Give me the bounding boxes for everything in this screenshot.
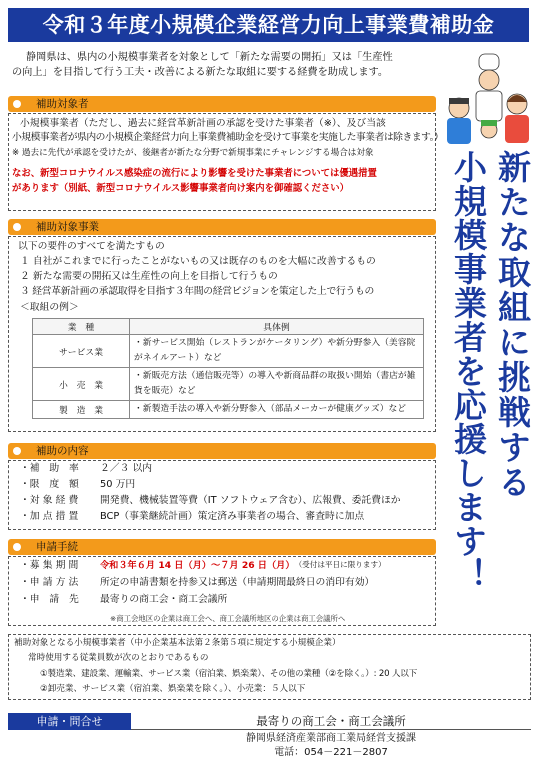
table-header-example: 具体例 (130, 319, 424, 335)
slogan-col-1: 新たな取組に挑戦する (493, 150, 532, 500)
slogan-col-2: 小規模事業者を応援します！ (449, 150, 488, 592)
apply-value: 最寄りの商工会・商工会議所 (100, 594, 228, 605)
bullet-icon (13, 447, 21, 455)
industry-cell: サービス業 (33, 335, 130, 368)
table-row (33, 401, 424, 419)
content-value: 開発費、機械装置等費（IT ソフトウェア含む）、広報費、委託費ほか (100, 495, 401, 506)
content-key: ・対 象 経 費 (20, 495, 79, 506)
content-key: ・限 度 額 (20, 479, 79, 490)
apply-key: ・申 請 方 法 (20, 577, 79, 588)
covid-notice-line-2: があります（別紙、新型コロナウイルス影響事業者向け案内を御確認ください） (12, 183, 349, 194)
section-label-project (8, 219, 436, 235)
section-label-content (8, 443, 436, 459)
intro-text (12, 50, 442, 80)
contact-phone: 電話：054－221－2807 (274, 747, 388, 758)
apply-rows (20, 559, 434, 607)
section-title-target: 補助対象者 (36, 98, 89, 110)
section-title-project: 補助対象事業 (36, 221, 99, 233)
chef-figure (476, 54, 502, 121)
factory-worker-figure (481, 120, 497, 138)
covid-notice-line-1: なお、新型コロナウイルス感染症の流行により影響を受けた事業者については優遇措置 (12, 168, 377, 179)
period-note: （受付は平日に限ります） (294, 560, 386, 569)
bullet-icon (13, 100, 21, 108)
section-title-content: 補助の内容 (36, 445, 89, 457)
examples-label: ＜取組の例＞ (20, 302, 79, 313)
example-cell: ・新製造手法の導入や新分野参入（部品メーカーが健康グッズ）など (130, 401, 424, 419)
shopkeeper-figure (505, 94, 529, 143)
contact-label: 申請・問合せ (8, 713, 131, 730)
contact-divider (131, 729, 531, 730)
content-value: BCP（事業継続計画）策定済み事業者の場合、審査時に加点 (100, 511, 365, 522)
notes-line-2: 常時使用する従業員数が次のとおりであるもの (28, 653, 209, 663)
section-label-target (8, 96, 436, 112)
section-title-apply: 申請手続 (36, 541, 78, 553)
requirement-3: ３ 経営革新計画の承認取得を目指す３年間の経営ビジョンを策定した上で行うもの (20, 286, 375, 297)
notes-line-4: ②卸売業、サービス業（宿泊業、娯楽業を除く。）、小売業：５人以下 (40, 684, 306, 694)
industry-cell: 小 売 業 (33, 368, 130, 401)
example-cell: ・新サービス開始（レストランがケータリング）や新分野参入（美容院がネイルアート）など (130, 335, 424, 368)
content-value: ２／３ 以内 (100, 463, 153, 474)
application-period: 令和３年６月 14 日（月）～７月 26 日（月） (100, 560, 295, 571)
bullet-icon (13, 543, 21, 551)
table-header-row (33, 319, 424, 335)
notes-line-1: 補助対象となる小規模事業者（中小企業基本法第２条第５項に規定する小規模企業） (14, 638, 341, 648)
apply-row-dest (20, 593, 434, 607)
table-header-industry: 業 種 (33, 319, 130, 335)
intro-line-2: の向上」を目指して行う工夫・改善による新たな取組に要する経費を助成します。 (12, 67, 389, 78)
target-line-1: 小規模事業者（ただし、過去に経営革新計画の承認を受けた事業者（※）、及び当該 (20, 118, 386, 129)
content-key: ・補 助 率 (20, 463, 79, 474)
contact-org: 最寄りの商工会・商工会議所 (256, 714, 406, 728)
content-row (20, 462, 434, 476)
notes-line-3: ①製造業、建設業、運輸業、サービス業（宿泊業、娯楽業）、その他の業種（②を除く。）: 20 人以下 (40, 669, 418, 679)
page-title: 令和３年度小規模企業経営力向上事業費補助金 (8, 8, 529, 42)
worker-figure (447, 98, 471, 144)
target-line-2: 小規模事業者が県内の小規模企業経営力向上事業費補助金を受けて事業を実施した事業者は除きます。） (12, 132, 444, 143)
apply-row-period (20, 559, 434, 573)
content-value: 50 万円 (100, 479, 136, 490)
content-key: ・加 点 措 置 (20, 511, 79, 522)
destination-note: ※商工会地区の企業は商工会へ、商工会議所地区の企業は商工会議所へ (110, 614, 346, 623)
project-lead: 以下の要件のすべてを満たすもの (18, 241, 165, 252)
apply-key: ・申 請 先 (20, 594, 79, 605)
apply-value: 所定の申請書類を持参又は郵送（申請期間最終日の消印有効） (100, 577, 375, 588)
table-row (33, 368, 424, 401)
contact-dept: 静岡県経済産業部商工業局経営支援課 (246, 733, 416, 744)
example-cell: ・新販売方法（通信販売等）の導入や新商品群の取扱い開始（書店が雑貨を販売）など (130, 368, 424, 401)
content-row (20, 478, 434, 492)
bullet-icon (13, 223, 21, 231)
content-row (20, 510, 434, 524)
industry-cell: 製 造 業 (33, 401, 130, 419)
content-rows (20, 462, 434, 524)
table-row (33, 335, 424, 368)
requirement-1: １ 自社がこれまでに行ったことがないもの又は既存のものを大幅に改善するもの (20, 256, 376, 267)
workers-illustration (443, 48, 535, 146)
section-label-apply (8, 539, 436, 555)
apply-key: ・募 集 期 間 (20, 560, 79, 571)
apply-row-method (20, 576, 434, 590)
examples-table (32, 318, 424, 419)
intro-line-1: 静岡県は、県内の小規模事業者を対象として「新たな需要の開拓」又は「生産性 (26, 52, 393, 63)
requirement-2: ２ 新たな需要の開拓又は生産性の向上を目指して行うもの (20, 271, 278, 282)
target-note: ※ 過去に先代が承認を受けたが、後継者が新たな分野で新規事業にチャレンジする場合は対象 (12, 148, 374, 158)
content-row (20, 494, 434, 508)
